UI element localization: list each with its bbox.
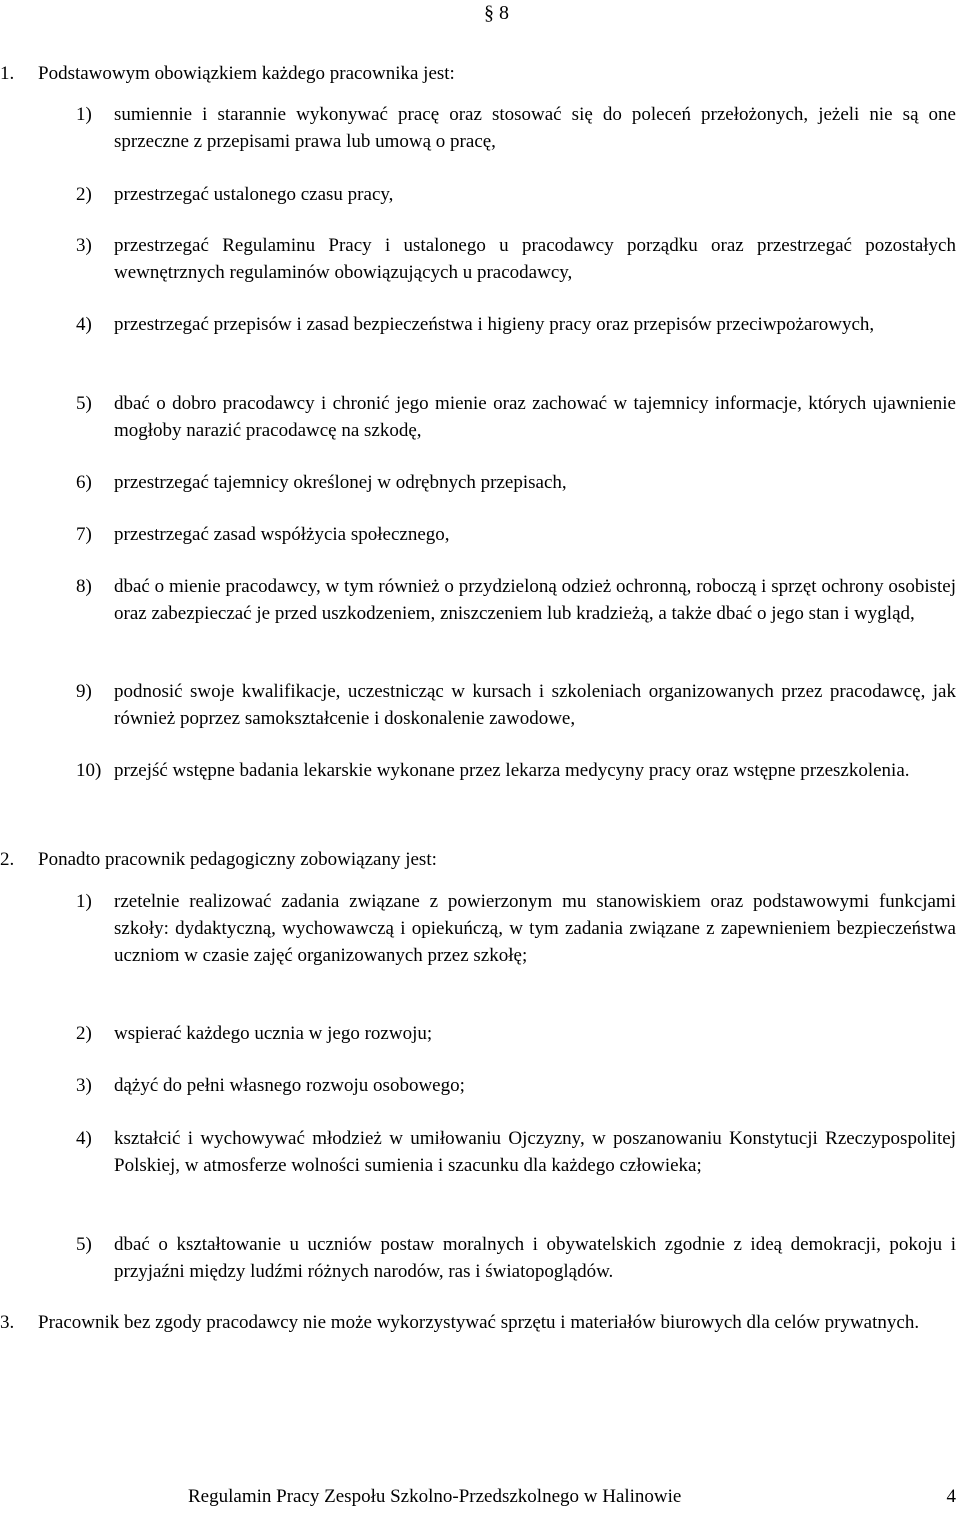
item-number: 8) [76,576,92,597]
list-item [76,573,956,627]
item-number: 6) [76,472,92,493]
item-text: przestrzegać ustalonego czasu pracy, [114,184,394,205]
item-text: dbać o mienie pracodawcy, w tym również o przydzieloną odzież ochronną, roboczą i sprzęt ochrony osobistej oraz zabezpieczać je przed uszkodzeniem, zniszczeniem lub kradzieżą, a także dbać o jego stan i wygląd, [114,576,956,624]
section-heading [0,1309,960,1336]
item-text: dbać o kształtowanie u uczniów postaw moralnych i obywatelskich zgodnie z ideą demokracji, pokoju i przyjaźni między ludźmi różnych narodów, ras i światopoglądów. [114,1234,956,1282]
item-number: 4) [76,1128,92,1149]
section-heading-text: Pracownik bez zgody pracodawcy nie może wykorzystywać sprzętu i materiałów biurowych dla celów prywatnych. [38,1312,920,1333]
list-item [76,311,956,338]
item-number: 10) [76,760,102,781]
section-1 [0,60,960,87]
list-item [76,1072,956,1099]
section-number: 1. [0,63,15,84]
section-heading [0,846,960,873]
page-number: 4 [946,1486,956,1507]
section-2 [0,846,960,873]
item-number: 2) [76,184,92,205]
list-item [76,469,956,496]
item-text: przestrzegać tajemnicy określonej w odrębnych przepisach, [114,472,567,493]
list-item [76,390,956,444]
section-heading-text: Podstawowym obowiązkiem każdego pracownika jest: [38,63,455,84]
item-text: kształcić i wychowywać młodzież w umiłowaniu Ojczyzny, w poszanowaniu Konstytucji Rzeczypospolitej Polskiej, w atmosferze wolności sumienia i szacunku dla każdego człowieka; [114,1128,956,1176]
item-number: 3) [76,1075,92,1096]
item-number: 5) [76,393,92,414]
item-number: 1) [76,891,92,912]
item-number: 1) [76,104,92,125]
item-text: dbać o dobro pracodawcy i chronić jego mienie oraz zachować w tajemnicy informacje, których ujawnienie mogłoby narazić pracodawcę na szkodę, [114,393,956,441]
item-text: przestrzegać przepisów i zasad bezpieczeństwa i higieny pracy oraz przepisów przeciwpożarowych, [114,314,875,335]
list-item [76,181,956,208]
item-text: przejść wstępne badania lekarskie wykonane przez lekarza medycyny pracy oraz wstępne przeszkolenia. [114,760,910,781]
item-text: wspierać każdego ucznia w jego rozwoju; [114,1023,433,1044]
section-number: 3. [0,1312,15,1333]
list-item [76,757,956,784]
item-number: 4) [76,314,92,335]
list-item [76,1231,956,1285]
item-text: przestrzegać Regulaminu Pracy i ustalonego u pracodawcy porządku oraz przestrzegać pozostałych wewnętrznych regulaminów obowiązujących u pracodawcy, [114,235,956,283]
item-number: 5) [76,1234,92,1255]
item-number: 2) [76,1023,92,1044]
list-item [76,1020,956,1047]
item-text: przestrzegać zasad współżycia społecznego, [114,524,450,545]
paragraph-marker: § 8 [484,2,509,24]
section-3 [0,1309,960,1336]
item-text: dążyć do pełni własnego rozwoju osobowego; [114,1075,465,1096]
item-text: sumiennie i starannie wykonywać pracę oraz stosować się do poleceń przełożonych, jeżeli nie są one sprzeczne z przepisami prawa lub umową o pracę, [114,104,956,152]
list-item [76,888,956,969]
list-item [76,521,956,548]
item-number: 3) [76,235,92,256]
list-item [76,101,956,155]
section-heading [0,60,960,87]
item-text: podnosić swoje kwalifikacje, uczestnicząc w kursach i szkoleniach organizowanych przez pracodawcę, jak również poprzez samokształcenie i doskonalenie zawodowe, [114,681,956,729]
item-number: 9) [76,681,92,702]
list-item [76,1125,956,1179]
footer-title: Regulamin Pracy Zespołu Szkolno-Przedszkolnego w Halinowie [188,1486,682,1507]
list-item [76,232,956,286]
section-number: 2. [0,849,15,870]
section-heading-text: Ponadto pracownik pedagogiczny zobowiązany jest: [38,849,437,870]
item-text: rzetelnie realizować zadania związane z powierzonym mu stanowiskiem oraz podstawowymi funkcjami szkoły: dydaktyczną, wychowawczą i opiekuńczą, w tym zadania związane z zapewnieniem bezpieczeństwa uczniom w czasie zajęć organizowanych przez szkołę; [114,891,956,966]
item-number: 7) [76,524,92,545]
list-item [76,678,956,732]
